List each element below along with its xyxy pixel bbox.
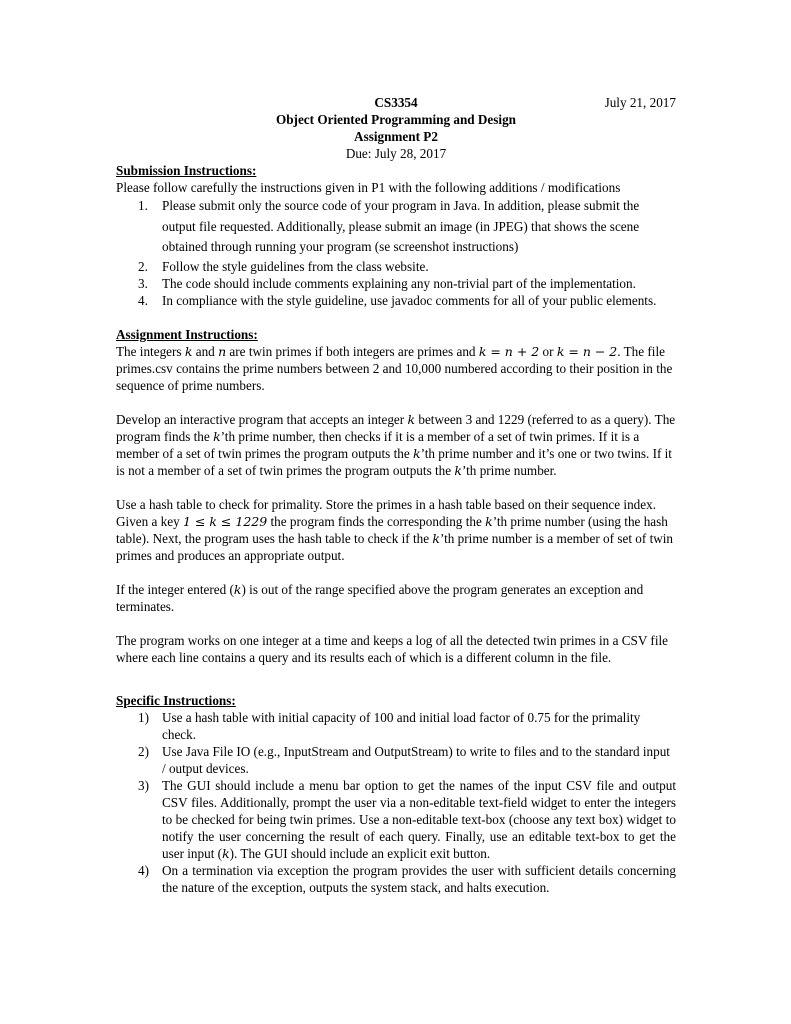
paragraph-log: The program works on one integer at a time and keeps a log of all the detected twin primes in a CSV file where each line contains a query and its results each of which is a different column in the file. (116, 632, 669, 665)
list-number: 1) (138, 709, 149, 725)
submission-list (116, 196, 676, 309)
document-date: July 21, 2017 (604, 95, 676, 110)
specific-list (116, 709, 676, 896)
course-title: Object Oriented Programming and Design (275, 112, 517, 127)
list-text: Please submit only the source code of your program in Java. In addition, please submit the output file requested. Additionally, please submit an image (in JPEG) that shows the scene obtained through running your program (se screenshot instructions) (162, 198, 640, 254)
course-code: CS3354 (374, 95, 418, 110)
list-item (116, 743, 676, 777)
specific-title: Specific Instructions: (116, 692, 236, 708)
list-text: The code should include comments explaining any non-trivial part of the implementation. (162, 275, 636, 291)
list-item (116, 258, 676, 275)
specific-section (116, 692, 676, 896)
list-item (116, 777, 676, 862)
submission-section (116, 162, 676, 309)
due-date: Due: July 28, 2017 (345, 146, 447, 161)
document-content (116, 94, 676, 896)
paragraph-twin-primes: The integers k and n are twin primes if both integers are primes and k = n + 2 or k = n − 2. The file primes.csv contains the prime numbers between 2 and 10,000 numbered according to their position in the sequence of prime numbers. (116, 343, 673, 393)
submission-title: Submission Instructions: (116, 163, 257, 178)
assignment-section (116, 326, 676, 666)
list-text: The GUI should include a menu bar option to get the names of the input CSV file and output CSV files. Additionally, prompt the user via a non-editable text-field widget to enter the integers to be checked for being twin primes. Use a non-editable text-box (choose any text box) widget to notify the user concerning the result of each query. Finally, use an editable text-box to get the user input (k). The GUI should include an explicit exit button. (162, 777, 676, 861)
list-item (116, 196, 676, 258)
assignment-title: Assignment P2 (354, 129, 438, 144)
list-number: 4) (138, 862, 149, 878)
list-text: Follow the style guidelines from the class website. (162, 258, 429, 274)
submission-intro: Please follow carefully the instructions given in P1 with the following additions / modifications (116, 180, 621, 195)
paragraph-exception: If the integer entered (k) is out of the range specified above the program generates an exception and terminates. (116, 581, 644, 614)
list-number: 2) (138, 743, 149, 759)
list-text: In compliance with the style guideline, use javadoc comments for all of your public elements. (162, 292, 657, 308)
paragraph-program: Develop an interactive program that accepts an integer k between 3 and 1229 (referred to as a query). The program finds the k’th prime number, then checks if it is a member of a set of twin primes. If it is a member of a set of twin primes the program outputs the k’th prime number and it’s one or two twins. If it is not a member of a set of twin primes the program outputs the k’th prime number. (116, 411, 676, 478)
list-item (116, 275, 676, 292)
list-text: Use Java File IO (e.g., InputStream and OutputStream) to write to files and to the standard input / output devices. (162, 743, 670, 776)
list-item (116, 709, 676, 743)
list-number: 2. (138, 258, 148, 274)
paragraph-hash-table: Use a hash table to check for primality. Store the primes in a hash table based on their sequence index. Given a key 1 ≤ k ≤ 1229 the program finds the corresponding the k’th prime number (using the hash table). Next, the program uses the hash table to check if the k’th prime number is a member of set of twin primes and produces an appropriate output. (116, 496, 674, 563)
list-number: 3) (138, 777, 149, 793)
list-item (116, 862, 676, 896)
list-number: 4. (138, 292, 148, 308)
document-header (116, 94, 676, 162)
assignment-section-title: Assignment Instructions: (116, 326, 258, 342)
list-text: Use a hash table with initial capacity of 100 and initial load factor of 0.75 for the primality check. (162, 709, 641, 742)
list-number: 1. (138, 198, 148, 213)
list-item (116, 292, 676, 309)
list-number: 3. (138, 275, 148, 291)
list-text: On a termination via exception the program provides the user with sufficient details concerning the nature of the exception, outputs the system stack, and halts execution. (162, 862, 676, 895)
